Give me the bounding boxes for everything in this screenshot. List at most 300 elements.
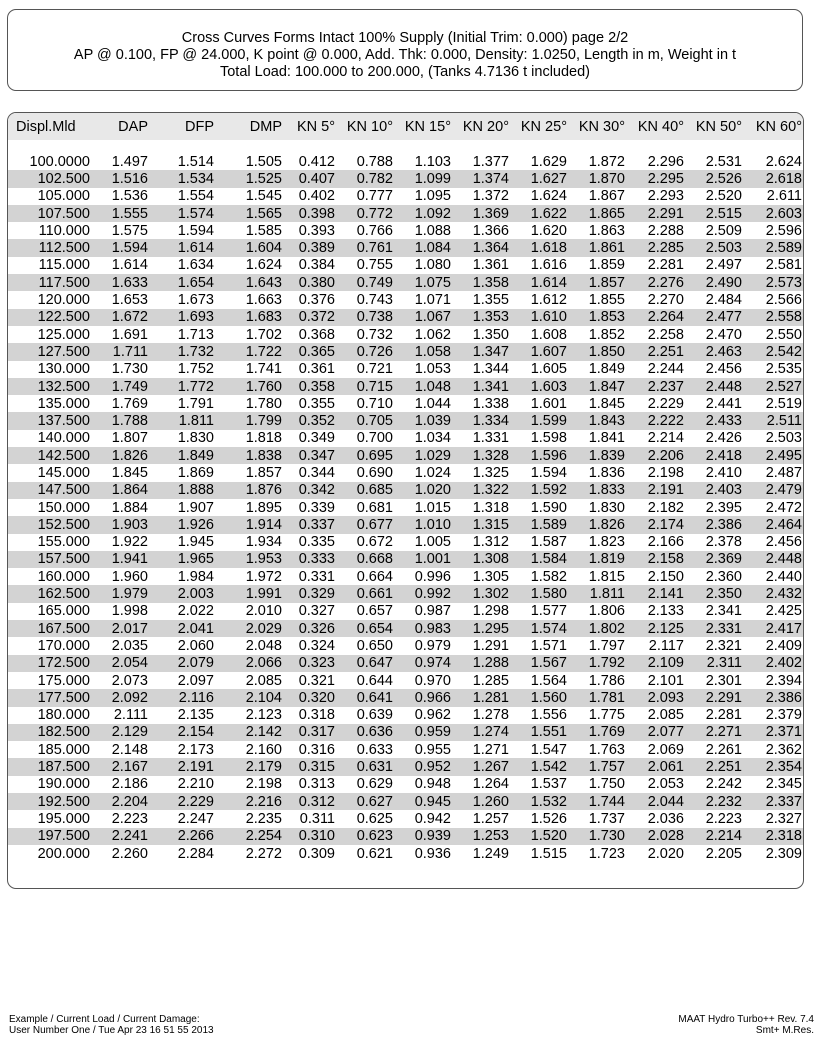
table-cell: 135.000 <box>37 395 90 412</box>
table-cell: 2.611 <box>766 188 802 205</box>
table-cell: 1.749 <box>93 378 151 395</box>
table-cell: 0.654 <box>338 620 396 637</box>
table-cell: 2.085 <box>245 672 282 689</box>
table-cell: 0.987 <box>414 603 451 620</box>
table-cell: 2.362 <box>765 741 802 758</box>
table-cell: 2.596 <box>765 222 802 239</box>
table-cell: 1.589 <box>512 516 570 533</box>
table-cell: 0.347 <box>285 447 338 464</box>
table-cell: 2.515 <box>687 205 745 222</box>
table-cell: 1.584 <box>512 551 570 568</box>
cross-curves-table <box>8 113 804 862</box>
table-cell: 1.806 <box>588 603 625 620</box>
table-cell: 1.903 <box>93 516 151 533</box>
table-cell: 0.313 <box>298 776 335 793</box>
table-cell: 0.732 <box>356 326 393 343</box>
table-cell: 2.409 <box>765 637 802 654</box>
table-cell: 190.000 <box>37 776 90 793</box>
table-cell: 1.865 <box>570 205 628 222</box>
table-cell: 137.500 <box>8 412 93 429</box>
table-cell: 155.000 <box>37 534 90 551</box>
table-cell: 1.347 <box>454 343 512 360</box>
table-cell: 2.060 <box>177 637 214 654</box>
table-cell: 0.407 <box>285 170 338 187</box>
table-cell: 1.534 <box>151 170 217 187</box>
table-cell: 0.782 <box>338 170 396 187</box>
table-cell: 1.369 <box>454 205 512 222</box>
table-cell: 1.847 <box>570 378 628 395</box>
table-cell: 2.520 <box>705 188 742 205</box>
table-cell: 2.123 <box>245 707 282 724</box>
table-cell: 0.644 <box>356 672 393 689</box>
table-cell: 0.766 <box>356 222 393 239</box>
table-cell: 2.154 <box>151 724 217 741</box>
table-cell: 2.116 <box>151 689 217 706</box>
table-cell: 2.272 <box>245 845 282 862</box>
table-cell: 1.799 <box>217 412 285 429</box>
table-cell: 2.223 <box>705 810 742 827</box>
table-cell: 1.934 <box>245 534 282 551</box>
table-cell: 0.677 <box>338 516 396 533</box>
table-cell: 1.545 <box>245 188 282 205</box>
table-cell: 0.966 <box>396 689 454 706</box>
table-cell: 2.558 <box>745 309 804 326</box>
table-cell: 2.133 <box>647 603 684 620</box>
table-cell: 1.732 <box>151 343 217 360</box>
table-cell: 0.337 <box>285 516 338 533</box>
table-cell: 2.142 <box>217 724 285 741</box>
table-cell: 1.833 <box>570 482 628 499</box>
table-row <box>8 828 804 845</box>
table-cell: 2.581 <box>765 257 802 274</box>
table-cell: 0.979 <box>414 637 451 654</box>
table-cell: 1.099 <box>396 170 454 187</box>
table-row <box>8 707 804 724</box>
table-cell: 0.315 <box>285 758 338 775</box>
table-cell: 2.237 <box>628 378 687 395</box>
table-cell: 2.542 <box>745 343 804 360</box>
table-cell: 0.996 <box>414 568 451 585</box>
table-cell: 1.610 <box>512 309 570 326</box>
table-cell: 1.298 <box>472 603 509 620</box>
report-parameters: AP @ 0.100, FP @ 24.000, K point @ 0.000, Add. Thk: 0.000, Density: 1.0250, Length in m, Weight in t <box>73 47 737 63</box>
table-cell: 2.394 <box>765 672 802 689</box>
table-cell: 1.723 <box>588 845 625 862</box>
table-cell: 2.210 <box>177 776 214 793</box>
report-title: Cross Curves Forms Intact 100% Supply (Initial Trim: 0.000) page 2/2 <box>181 30 629 46</box>
table-cell: 1.633 <box>93 274 151 291</box>
table-row <box>8 551 804 568</box>
table-row <box>8 482 804 499</box>
table-cell: 1.807 <box>111 430 148 447</box>
table-cell: 0.317 <box>285 724 338 741</box>
table-cell: 167.500 <box>8 620 93 637</box>
cross-curves-table-frame <box>7 112 804 889</box>
table-cell: 102.500 <box>8 170 93 187</box>
table-cell: 1.852 <box>588 326 625 343</box>
table-cell: 147.500 <box>8 482 93 499</box>
table-cell: 2.022 <box>177 603 214 620</box>
table-cell: 2.291 <box>687 689 745 706</box>
table-cell: 1.088 <box>414 222 451 239</box>
table-cell: 1.991 <box>217 585 285 602</box>
table-cell: 1.603 <box>512 378 570 395</box>
report-header <box>7 9 803 91</box>
table-cell: 1.295 <box>454 620 512 637</box>
table-cell: 1.653 <box>111 292 148 309</box>
table-cell: 1.334 <box>454 412 512 429</box>
table-cell: 2.295 <box>628 170 687 187</box>
table-cell: 2.526 <box>687 170 745 187</box>
table-cell: 1.062 <box>414 326 451 343</box>
table-cell: 2.028 <box>628 828 687 845</box>
table-cell: 1.864 <box>93 482 151 499</box>
table-cell: 1.514 <box>177 153 214 170</box>
table-cell: 1.614 <box>512 274 570 291</box>
table-cell: 115.000 <box>38 257 90 274</box>
table-cell: 1.608 <box>530 326 567 343</box>
table-cell: 1.797 <box>588 637 625 654</box>
table-cell: 1.582 <box>530 568 567 585</box>
table-cell: 1.730 <box>111 361 148 378</box>
table-cell: 1.594 <box>177 222 214 239</box>
table-cell: 1.565 <box>217 205 285 222</box>
table-cell: 2.003 <box>151 585 217 602</box>
table-cell: 1.811 <box>570 585 628 602</box>
table-cell: 1.922 <box>111 534 148 551</box>
table-cell: 2.079 <box>151 655 217 672</box>
table-cell: 0.312 <box>285 793 338 810</box>
table-cell: 1.713 <box>177 326 214 343</box>
table-cell: 1.577 <box>530 603 567 620</box>
table-cell: 1.355 <box>472 292 509 309</box>
table-cell: 1.830 <box>588 499 625 516</box>
table-cell: 2.403 <box>687 482 745 499</box>
table-cell: 2.158 <box>628 551 687 568</box>
table-cell: 0.772 <box>338 205 396 222</box>
table-row <box>8 516 804 533</box>
table-header-row <box>8 113 804 140</box>
table-cell: 2.327 <box>765 810 802 827</box>
table-cell: 0.738 <box>338 309 396 326</box>
table-cell: 1.775 <box>588 707 625 724</box>
table-cell: 1.598 <box>530 430 567 447</box>
table-cell: 0.992 <box>396 585 454 602</box>
table-cell: 1.554 <box>177 188 214 205</box>
footer-software: MAAT Hydro Turbo++ Rev. 7.4 <box>678 1014 814 1025</box>
footer-module: Smt+ M.Res. <box>755 1025 814 1036</box>
column-header: KN 20° <box>462 118 509 135</box>
table-cell: 187.500 <box>8 758 93 775</box>
table-cell: 2.077 <box>628 724 687 741</box>
table-cell: 1.587 <box>530 534 567 551</box>
table-cell: 2.448 <box>745 551 804 568</box>
table-cell: 1.914 <box>217 516 285 533</box>
table-cell: 2.053 <box>647 776 684 793</box>
table-cell: 1.536 <box>111 188 148 205</box>
table-cell: 107.500 <box>8 205 93 222</box>
table-cell: 0.329 <box>285 585 338 602</box>
table-cell: 2.191 <box>628 482 687 499</box>
column-header: KN 30° <box>578 118 625 135</box>
table-cell: 2.527 <box>745 378 804 395</box>
table-cell: 1.693 <box>151 309 217 326</box>
table-cell: 2.624 <box>765 153 802 170</box>
table-cell: 170.000 <box>37 637 90 654</box>
table-cell: 2.589 <box>745 239 804 256</box>
table-cell: 1.791 <box>177 395 214 412</box>
table-cell: 142.500 <box>8 447 93 464</box>
table-cell: 1.350 <box>472 326 509 343</box>
table-cell: 0.342 <box>285 482 338 499</box>
table-cell: 0.777 <box>356 188 393 205</box>
table-cell: 0.333 <box>285 551 338 568</box>
table-cell: 1.571 <box>530 637 567 654</box>
table-row <box>8 620 804 637</box>
table-cell: 2.484 <box>705 292 742 309</box>
table-cell: 2.148 <box>111 741 148 758</box>
table-cell: 2.386 <box>745 689 804 706</box>
table-cell: 1.020 <box>396 482 454 499</box>
table-cell: 1.953 <box>217 551 285 568</box>
table-cell: 0.955 <box>414 741 451 758</box>
table-cell: 1.811 <box>151 412 217 429</box>
table-cell: 2.092 <box>93 689 151 706</box>
table-cell: 0.726 <box>338 343 396 360</box>
table-cell: 2.166 <box>647 534 684 551</box>
column-header: KN 50° <box>695 118 742 135</box>
table-cell: 1.895 <box>245 499 282 516</box>
table-cell: 1.525 <box>217 170 285 187</box>
table-cell: 1.998 <box>111 603 148 620</box>
table-cell: 2.270 <box>647 292 684 309</box>
table-cell: 1.264 <box>472 776 509 793</box>
table-cell: 2.020 <box>647 845 684 862</box>
table-cell: 1.361 <box>472 257 509 274</box>
table-cell: 0.710 <box>356 395 393 412</box>
table-cell: 1.722 <box>217 343 285 360</box>
table-cell: 2.497 <box>705 257 742 274</box>
table-cell: 2.160 <box>245 741 282 758</box>
table-cell: 0.959 <box>396 724 454 741</box>
table-cell: 2.354 <box>745 758 804 775</box>
table-cell: 1.005 <box>414 534 451 551</box>
table-cell: 2.417 <box>745 620 804 637</box>
table-row <box>8 585 804 602</box>
table-cell: 2.296 <box>647 153 684 170</box>
table-cell: 0.365 <box>285 343 338 360</box>
table-cell: 1.941 <box>93 551 151 568</box>
table-cell: 2.204 <box>93 793 151 810</box>
table-row <box>8 741 804 758</box>
table-cell: 1.849 <box>151 447 217 464</box>
table-cell: 1.839 <box>570 447 628 464</box>
table-cell: 2.235 <box>245 810 282 827</box>
table-cell: 1.926 <box>151 516 217 533</box>
table-cell: 1.575 <box>111 222 148 239</box>
table-cell: 1.556 <box>530 707 567 724</box>
table-cell: 2.490 <box>687 274 745 291</box>
table-cell: 2.463 <box>687 343 745 360</box>
table-cell: 1.288 <box>454 655 512 672</box>
table-cell: 0.368 <box>298 326 335 343</box>
table-cell: 2.309 <box>765 845 802 862</box>
table-cell: 0.376 <box>298 292 335 309</box>
table-cell: 1.620 <box>530 222 567 239</box>
table-row <box>8 309 804 326</box>
table-cell: 2.029 <box>217 620 285 637</box>
table-cell: 2.432 <box>745 585 804 602</box>
table-cell: 2.061 <box>628 758 687 775</box>
table-cell: 1.044 <box>414 395 451 412</box>
table-cell: 1.318 <box>472 499 509 516</box>
table-row <box>8 395 804 412</box>
table-cell: 2.487 <box>765 464 802 481</box>
table-cell: 0.361 <box>298 361 335 378</box>
table-cell: 0.974 <box>396 655 454 672</box>
table-cell: 1.542 <box>512 758 570 775</box>
table-cell: 172.500 <box>8 655 93 672</box>
column-header: KN 5° <box>296 118 335 135</box>
table-cell: 1.815 <box>588 568 625 585</box>
table-cell: 0.621 <box>356 845 393 862</box>
table-cell: 0.380 <box>285 274 338 291</box>
table-row <box>8 568 804 585</box>
table-cell: 1.257 <box>472 810 509 827</box>
table-cell: 2.311 <box>687 655 745 672</box>
table-cell: 152.500 <box>8 516 93 533</box>
table-cell: 100.0000 <box>29 153 90 170</box>
table-cell: 1.841 <box>588 430 625 447</box>
table-row <box>8 205 804 222</box>
table-cell: 0.412 <box>298 153 335 170</box>
table-cell: 117.500 <box>8 274 93 291</box>
table-row <box>8 464 804 481</box>
table-cell: 2.321 <box>705 637 742 654</box>
table-cell: 2.097 <box>177 672 214 689</box>
table-cell: 2.198 <box>245 776 282 793</box>
table-cell: 1.034 <box>414 430 451 447</box>
table-cell: 2.426 <box>705 430 742 447</box>
column-header: KN 60° <box>755 118 802 135</box>
table-cell: 2.477 <box>687 309 745 326</box>
table-cell: 1.516 <box>93 170 151 187</box>
table-cell: 1.551 <box>512 724 570 741</box>
table-cell: 1.053 <box>414 361 451 378</box>
table-cell: 2.191 <box>151 758 217 775</box>
table-cell: 1.830 <box>177 430 214 447</box>
table-cell: 2.503 <box>765 430 802 447</box>
table-cell: 2.386 <box>687 516 745 533</box>
table-cell: 1.607 <box>512 343 570 360</box>
table-cell: 2.135 <box>177 707 214 724</box>
table-cell: 0.633 <box>356 741 393 758</box>
table-cell: 2.495 <box>745 447 804 464</box>
table-cell: 2.281 <box>647 257 684 274</box>
table-cell: 1.249 <box>472 845 509 862</box>
table-cell: 0.309 <box>298 845 335 862</box>
table-cell: 2.425 <box>765 603 802 620</box>
table-cell: 2.276 <box>628 274 687 291</box>
table-cell: 1.672 <box>93 309 151 326</box>
column-header: KN 40° <box>637 118 684 135</box>
table-cell: 0.311 <box>299 810 335 827</box>
table-cell: 2.402 <box>745 655 804 672</box>
table-body <box>8 153 804 862</box>
table-cell: 2.503 <box>687 239 745 256</box>
table-cell: 2.150 <box>647 568 684 585</box>
table-cell: 1.612 <box>530 292 567 309</box>
table-cell: 0.384 <box>298 257 335 274</box>
table-cell: 0.650 <box>356 637 393 654</box>
table-row <box>8 810 804 827</box>
table-row <box>8 672 804 689</box>
table-cell: 1.592 <box>512 482 570 499</box>
table-cell: 1.823 <box>588 534 625 551</box>
table-cell: 2.244 <box>647 361 684 378</box>
table-cell: 1.364 <box>454 239 512 256</box>
table-cell: 1.857 <box>245 464 282 481</box>
table-cell: 1.792 <box>570 655 628 672</box>
table-cell: 0.721 <box>356 361 393 378</box>
table-cell: 195.000 <box>37 810 90 827</box>
table-cell: 2.337 <box>745 793 804 810</box>
table-cell: 2.048 <box>245 637 282 654</box>
table-cell: 1.574 <box>151 205 217 222</box>
table-row <box>8 170 804 187</box>
table-cell: 0.372 <box>285 309 338 326</box>
table-cell: 2.214 <box>687 828 745 845</box>
table-cell: 1.763 <box>588 741 625 758</box>
table-cell: 140.000 <box>37 430 90 447</box>
table-cell: 0.316 <box>298 741 335 758</box>
table-cell: 1.308 <box>454 551 512 568</box>
table-cell: 1.869 <box>177 464 214 481</box>
table-row <box>8 776 804 793</box>
footer-left <box>9 1014 214 1036</box>
table-row <box>8 724 804 741</box>
header-spacer <box>8 140 804 153</box>
table-cell: 0.788 <box>356 153 393 170</box>
table-cell: 2.291 <box>628 205 687 222</box>
table-cell: 2.232 <box>687 793 745 810</box>
table-cell: 0.393 <box>298 222 335 239</box>
table-cell: 1.788 <box>93 412 151 429</box>
table-cell: 1.325 <box>472 464 509 481</box>
table-cell: 1.274 <box>454 724 512 741</box>
table-cell: 1.781 <box>570 689 628 706</box>
table-cell: 0.331 <box>298 568 335 585</box>
table-cell: 0.945 <box>396 793 454 810</box>
table-cell: 2.433 <box>687 412 745 429</box>
table-cell: 1.515 <box>530 845 567 862</box>
table-cell: 1.366 <box>472 222 509 239</box>
table-cell: 165.000 <box>37 603 90 620</box>
table-cell: 1.850 <box>570 343 628 360</box>
table-row <box>8 257 804 274</box>
table-cell: 1.849 <box>588 361 625 378</box>
table-cell: 160.000 <box>37 568 90 585</box>
table-cell: 2.331 <box>687 620 745 637</box>
table-cell: 1.702 <box>245 326 282 343</box>
table-cell: 1.574 <box>512 620 570 637</box>
table-cell: 2.345 <box>765 776 802 793</box>
table-row <box>8 793 804 810</box>
table-cell: 1.744 <box>570 793 628 810</box>
table-cell: 1.604 <box>217 239 285 256</box>
table-cell: 1.614 <box>151 239 217 256</box>
table-cell: 1.737 <box>588 810 625 827</box>
